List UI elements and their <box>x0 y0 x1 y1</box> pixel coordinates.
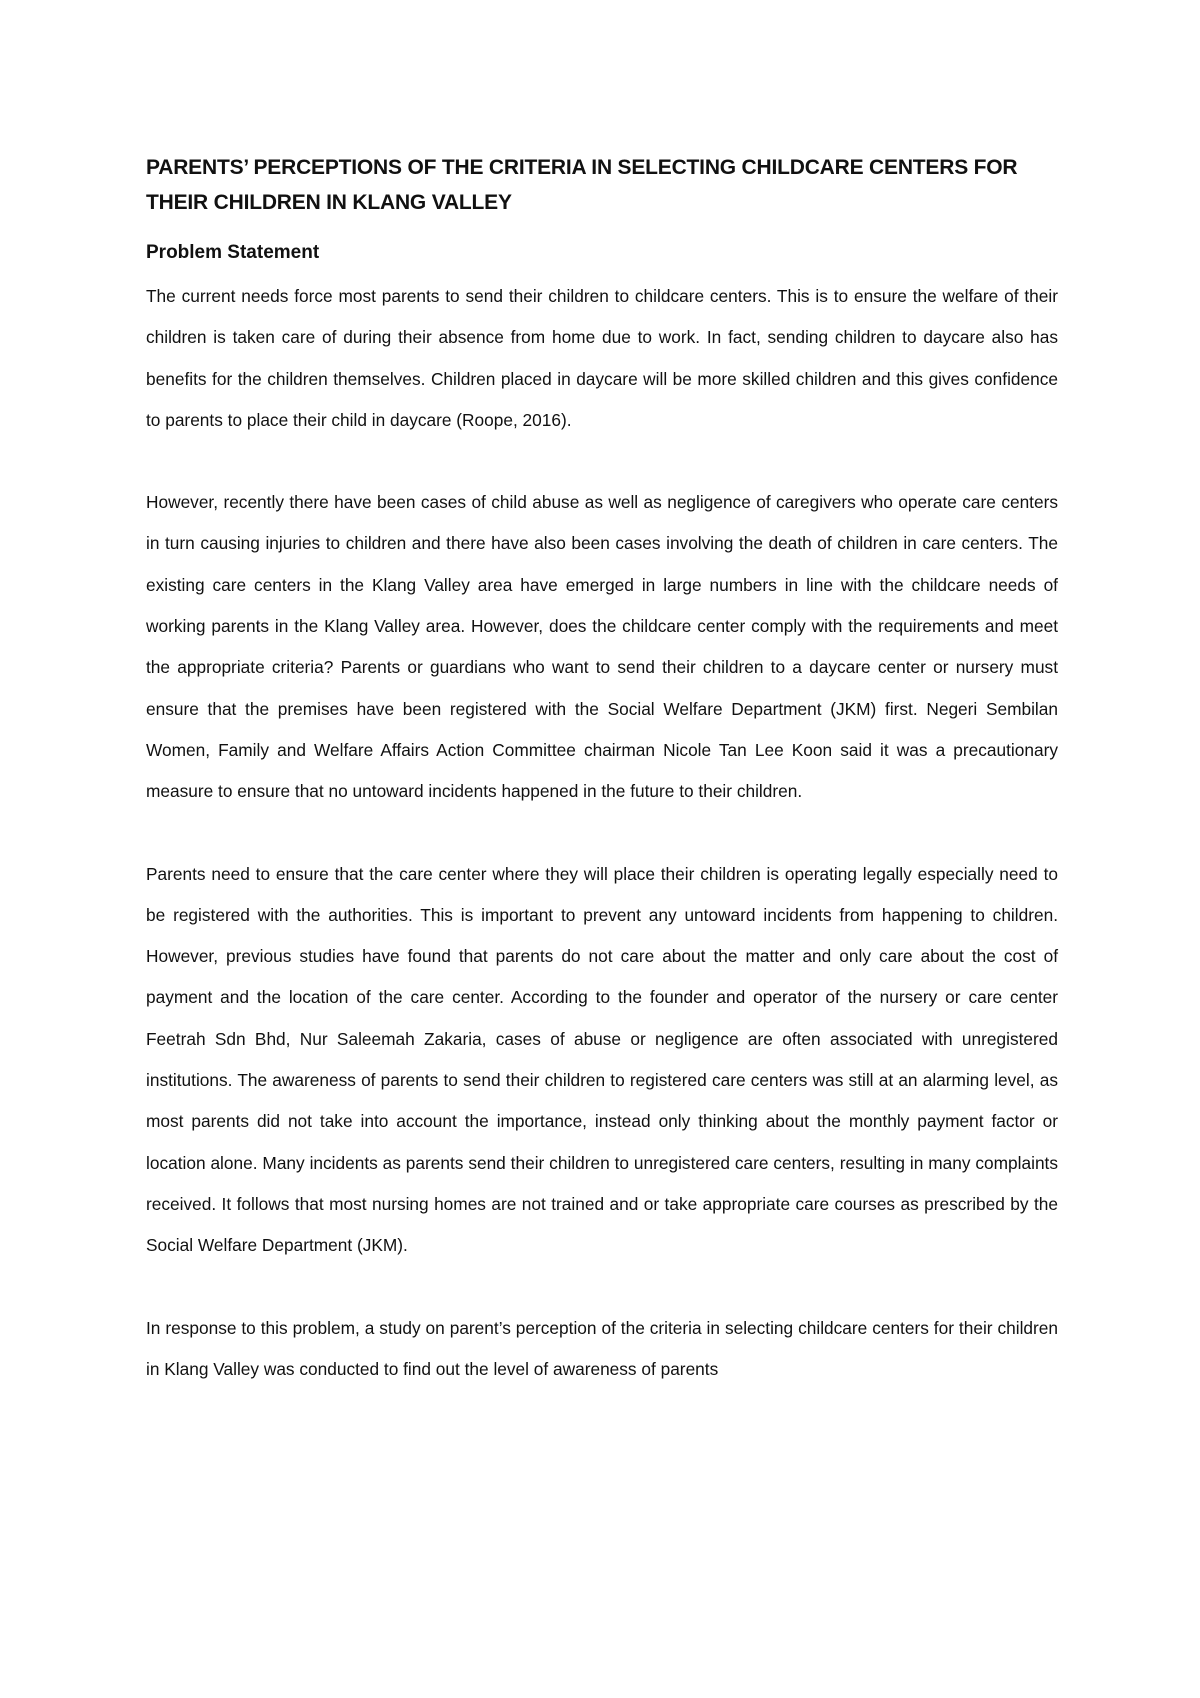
paragraph-3: Parents need to ensure that the care center where they will place their children is operating legally especially need to be registered with the authorities. This is important to prevent any untoward incidents from happening to children. However, previous studies have found that parents do not care about the matter and only care about the cost of payment and the location of the care center. According to the founder and operator of the nursery or care center Feetrah Sdn Bhd, Nur Saleemah Zakaria, cases of abuse or negligence are often associated with unregistered institutions. The awareness of parents to send their children to registered care centers was still at an alarming level, as most parents did not take into account the importance, instead only thinking about the monthly payment factor or location alone. Many incidents as parents send their children to unregistered care centers, resulting in many complaints received. It follows that most nursing homes are not trained and or take appropriate care courses as prescribed by the Social Welfare Department (JKM). <box>146 863 1058 1256</box>
paragraph-2: However, recently there have been cases of child abuse as well as negligence of caregivers who operate care centers in turn causing injuries to children and there have also been cases involving the death of children in care centers. The existing care centers in the Klang Valley area have emerged in large numbers in line with the childcare needs of working parents in the Klang Valley area. However, does the childcare center comply with the requirements and meet the appropriate criteria? Parents or guardians who want to send their children to a daycare center or nursery must ensure that the premises have been registered with the Social Welfare Department (JKM) first. Negeri Sembilan Women, Family and Welfare Affairs Action Committee chairman Nicole Tan Lee Koon said it was a precautionary measure to ensure that no untoward incidents happened in the future to their children. <box>146 492 1058 802</box>
paragraph-4: In response to this problem, a study on parent’s perception of the criteria in selecting childcare centers for their children in Klang Valley was conducted to find out the level of awareness of parents <box>146 1317 1058 1379</box>
document-title: PARENTS’ PERCEPTIONS OF THE CRITERIA IN SELECTING CHILDCARE CENTERS FOR THEIR CHILDREN IN KLANG VALLEY <box>146 156 1018 214</box>
document-body <box>146 150 1058 1390</box>
section-heading: Problem Statement <box>146 242 320 263</box>
paragraph-1: The current needs force most parents to send their children to childcare centers. This is to ensure the welfare of their children is taken care of during their absence from home due to work. In fact, sending children to daycare also has benefits for the children themselves. Children placed in daycare will be more skilled children and this gives confidence to parents to place their child in daycare (Roope, 2016). <box>146 286 1058 430</box>
